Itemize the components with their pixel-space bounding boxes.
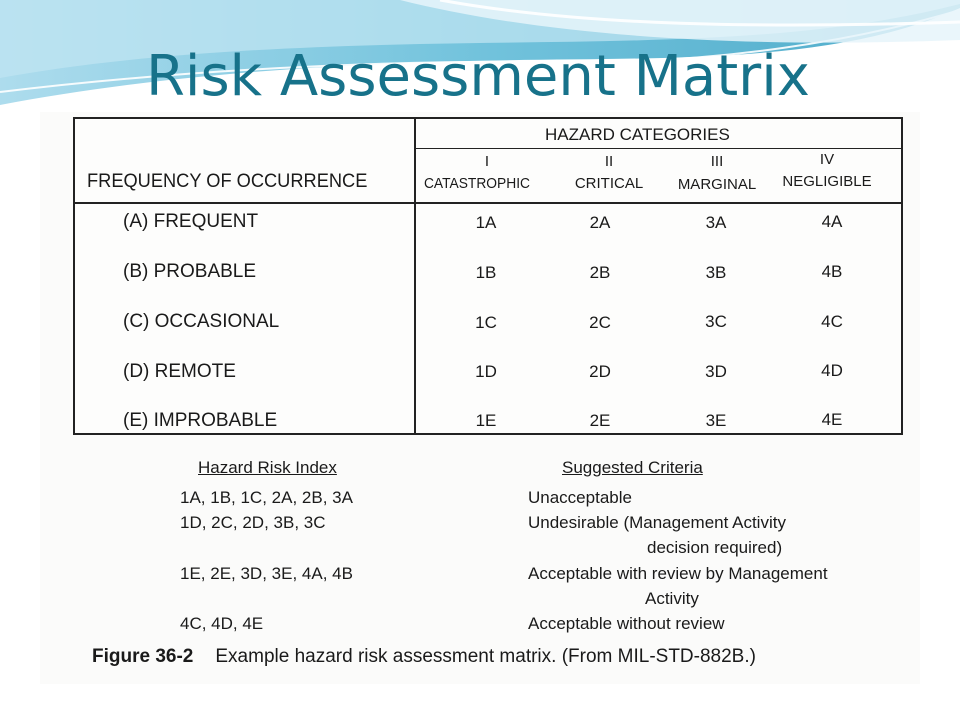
matrix-cell-4e: 4E	[821, 410, 843, 429]
matrix-divider-vertical	[414, 119, 416, 433]
criteria-group-2-line-1: Undesirable (Management Activity	[528, 513, 786, 532]
hazard-categories-header: HAZARD CATEGORIES	[545, 125, 730, 144]
category-name-4: NEGLIGIBLE	[782, 173, 872, 190]
hazard-risk-index-header: Hazard Risk Index	[198, 458, 337, 477]
matrix-cell-3a: 3A	[705, 213, 727, 232]
risk-matrix-table	[73, 117, 903, 435]
matrix-cell-2c: 2C	[589, 313, 611, 332]
matrix-cell-1a: 1A	[475, 213, 497, 232]
risk-index-group-1: 1A, 1B, 1C, 2A, 2B, 3A	[180, 488, 353, 507]
figure-caption	[92, 646, 756, 668]
matrix-cell-3e: 3E	[705, 411, 727, 430]
matrix-cell-3d: 3D	[705, 362, 727, 381]
criteria-group-3-line-1: Acceptable with review by Management	[528, 564, 828, 583]
matrix-cell-4c: 4C	[821, 312, 843, 331]
row-label-occasional: (C) OCCASIONAL	[123, 311, 280, 332]
figure-caption-text: Example hazard risk assessment matrix. (From MIL-STD-882B.)	[215, 646, 756, 667]
figure-label: Figure 36-2	[92, 646, 194, 667]
matrix-cell-1d: 1D	[475, 362, 497, 381]
matrix-cell-2a: 2A	[589, 213, 611, 232]
row-label-remote: (D) REMOTE	[123, 361, 236, 382]
matrix-cell-3c: 3C	[705, 312, 727, 331]
risk-index-group-4: 4C, 4D, 4E	[180, 614, 264, 633]
matrix-cell-1b: 1B	[475, 263, 497, 282]
matrix-divider-horizontal	[75, 202, 901, 204]
matrix-cell-2d: 2D	[589, 362, 611, 381]
matrix-cell-1c: 1C	[475, 313, 497, 332]
slide-title: Risk Assessment Matrix	[146, 44, 810, 109]
criteria-group-3-line-2: Activity	[645, 589, 699, 608]
criteria-group-4-line-1: Acceptable without review	[528, 614, 725, 633]
category-name-3: MARGINAL	[677, 176, 757, 193]
matrix-cell-4b: 4B	[821, 262, 843, 281]
matrix-cell-2b: 2B	[589, 263, 611, 282]
criteria-group-2-line-2: decision required)	[647, 538, 783, 557]
category-name-2: CRITICAL	[574, 175, 644, 192]
frequency-header: FREQUENCY OF OCCURRENCE	[87, 171, 368, 192]
row-label-improbable: (E) IMPROBABLE	[123, 410, 278, 431]
matrix-cell-3b: 3B	[705, 263, 727, 282]
matrix-cell-1e: 1E	[475, 411, 497, 430]
category-numeral-2: II	[604, 153, 614, 170]
category-name-1: CATASTROPHIC	[423, 175, 531, 192]
row-label-frequent: (A) FREQUENT	[123, 211, 259, 232]
category-numeral-3: III	[710, 153, 724, 170]
matrix-cell-4a: 4A	[821, 212, 843, 231]
category-header-divider	[416, 148, 901, 149]
risk-index-group-3: 1E, 2E, 3D, 3E, 4A, 4B	[180, 564, 353, 583]
row-label-probable: (B) PROBABLE	[123, 261, 257, 282]
category-numeral-4: IV	[819, 151, 835, 168]
matrix-cell-2e: 2E	[589, 411, 611, 430]
matrix-cell-4d: 4D	[821, 361, 843, 380]
suggested-criteria-header: Suggested Criteria	[562, 458, 703, 477]
criteria-group-1-line-1: Unacceptable	[528, 488, 632, 507]
risk-index-group-2: 1D, 2C, 2D, 3B, 3C	[180, 513, 326, 532]
category-numeral-1: I	[484, 153, 490, 170]
